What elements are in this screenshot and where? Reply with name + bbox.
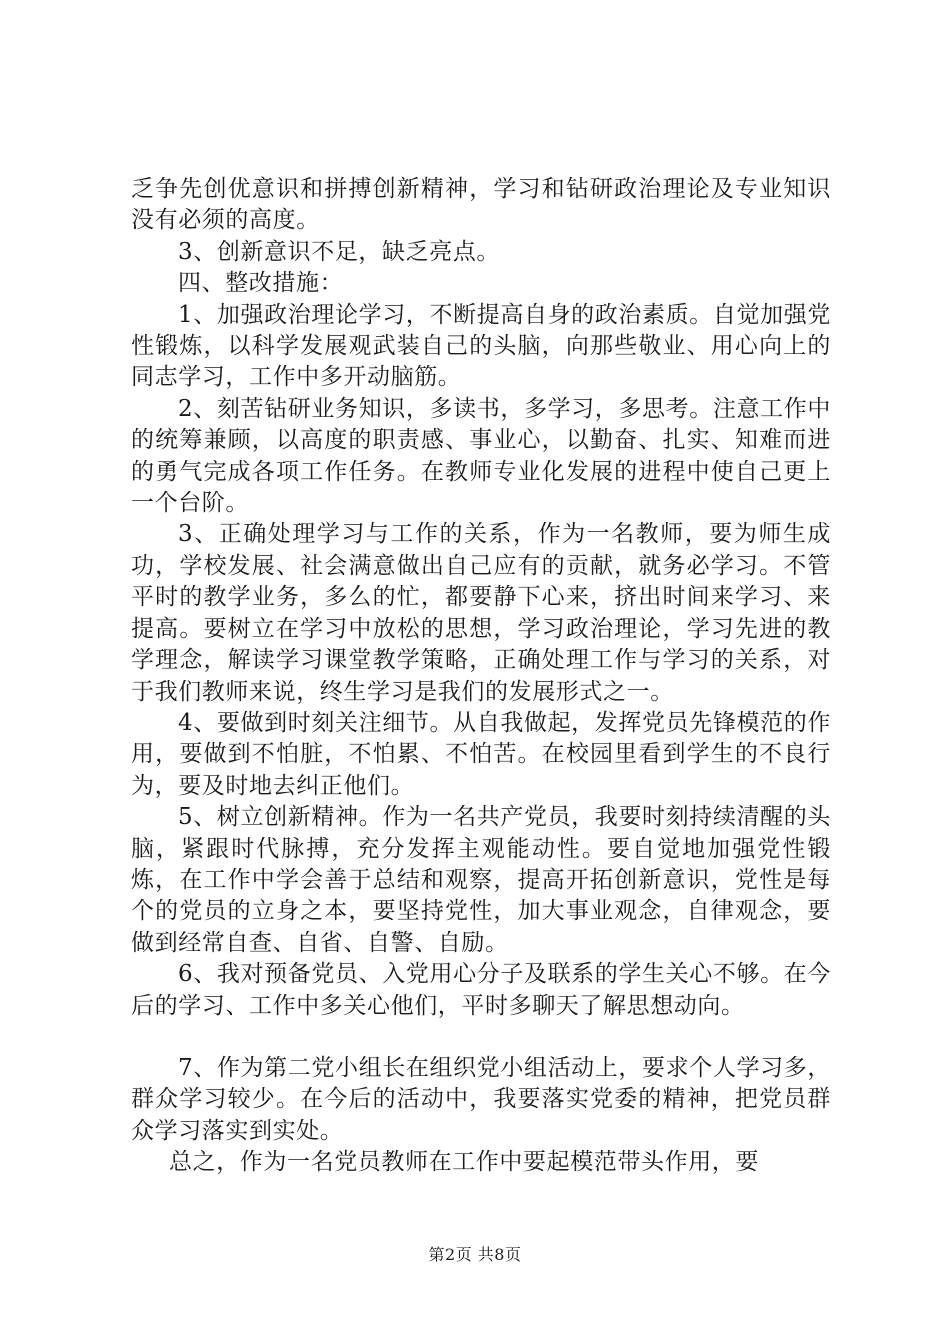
paragraph-measure-4: 4、要做到时刻关注细节。从自我做起，发挥党员先锋模范的作用，要做到不怕脏，不怕累、不怕苦。在校园里看到学生的不良行为，要及时地去纠正他们。 bbox=[131, 709, 831, 799]
paragraph-measure-1: 1、加强政治理论学习，不断提高自身的政治素质。自觉加强党性锻炼，以科学发展观武装自己的头脑，向那些敬业、用心向上的同志学习，工作中多开动脑筋。 bbox=[131, 301, 831, 391]
page-number-footer: 第2页 共8页 bbox=[428, 1245, 522, 1264]
paragraph-conclusion: 总之，作为一名党员教师在工作中要起模范带头作用，要 bbox=[169, 1149, 759, 1176]
paragraph-measure-2: 2、刻苦钻研业务知识，多读书，多学习，多思考。注意工作中的统筹兼顾，以高度的职责感、事业心，以勤奋、扎实、知难而进的勇气完成各项工作任务。在教师专业化发展的进程中使自己更上一个台阶。 bbox=[131, 395, 831, 517]
paragraph-measure-6: 6、我对预备党员、入党用心分子及联系的学生关心不够。在今后的学习、工作中多关心他们，平时多聊天了解思想动向。 bbox=[131, 961, 831, 1019]
document-body bbox=[131, 174, 831, 1179]
paragraph-measure-3: 3、正确处理学习与工作的关系，作为一名教师，要为师生成功，学校发展、社会满意做出自己应有的贡献，就务必学习。不管平时的教学业务，多么的忙，都要静下心来，挤出时间来学习、来提高。要树立在学习中放松的思想，学习政治理论，学习先进的教学理念，解读学习课堂教学策略，正确处理工作与学习的关系，对于我们教师来说，终生学习是我们的发展形式之一。 bbox=[131, 521, 831, 705]
paragraph-continuation: 乏争先创优意识和拼搏创新精神，学习和钻研政治理论及专业知识没有必须的高度。 bbox=[131, 176, 831, 234]
section-heading-rectification: 四、整改措施： bbox=[178, 270, 344, 297]
paragraph-measure-5: 5、树立创新精神。作为一名共产党员，我要时刻持续清醒的头脑，紧跟时代脉搏，充分发挥主观能动性。要自觉地加强党性锻炼，在工作中学会善于总结和观察，提高开拓创新意识，党性是每个的党员的立身之本，要坚持党性，加大事业观念，自律观念，要做到经常自查、自省、自警、自励。 bbox=[131, 804, 831, 956]
paragraph-measure-7: 7、作为第二党小组长在组织党小组活动上，要求个人学习多，群众学习较少。在今后的活动中，我要落实党委的精神，把党员群众学习落实到实处。 bbox=[131, 1054, 831, 1144]
paragraph-point-3-innovation: 3、创新意识不足，缺乏亮点。 bbox=[178, 238, 501, 265]
